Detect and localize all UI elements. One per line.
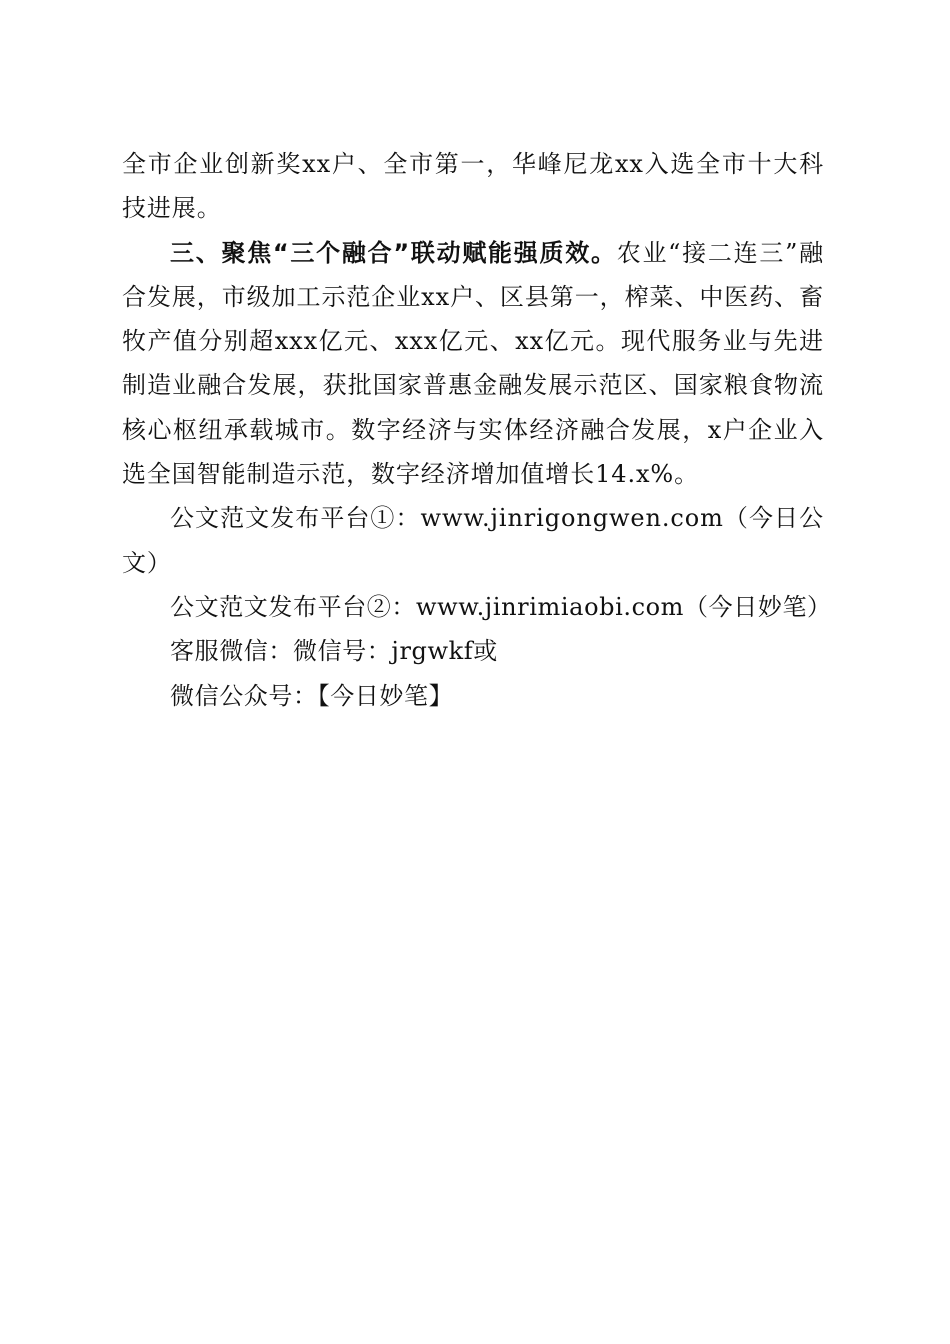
official-account-line: 微信公众号：【今日妙笔】 — [170, 681, 454, 710]
document-body — [122, 142, 832, 718]
paragraph-three-integrations-body: 农业“接二连三”融合发展，市级加工示范企业xx户、区县第一，榨菜、中医药、畜牧产值分别超xxx亿元、xxx亿元、xx亿元。现代服务业与先进制造业融合发展，获批国家普惠金融发展示范区、国家粮食物流核心枢纽承载城市。数字经济与实体经济融合发展，x户企业入选全国智能制造示范，数字经济增加值增长14.x%。 — [122, 238, 825, 489]
service-wechat-line: 客服微信：微信号：jrgwkf或 — [170, 637, 498, 666]
section-heading-three: 三、聚焦“三个融合”联动赋能强质效。 — [170, 238, 617, 267]
paragraph-three-integrations — [122, 231, 824, 497]
paragraph-innovation-awards: 全市企业创新奖xx户、全市第一，华峰尼龙xx入选全市十大科技进展。 — [122, 150, 824, 223]
platform-line-1: 公文范文发布平台①：www.jinrigongwen.com（今日公文） — [122, 504, 824, 577]
platform-line-2: 公文范文发布平台②：www.jinrimiaobi.com（今日妙笔） — [170, 592, 832, 621]
